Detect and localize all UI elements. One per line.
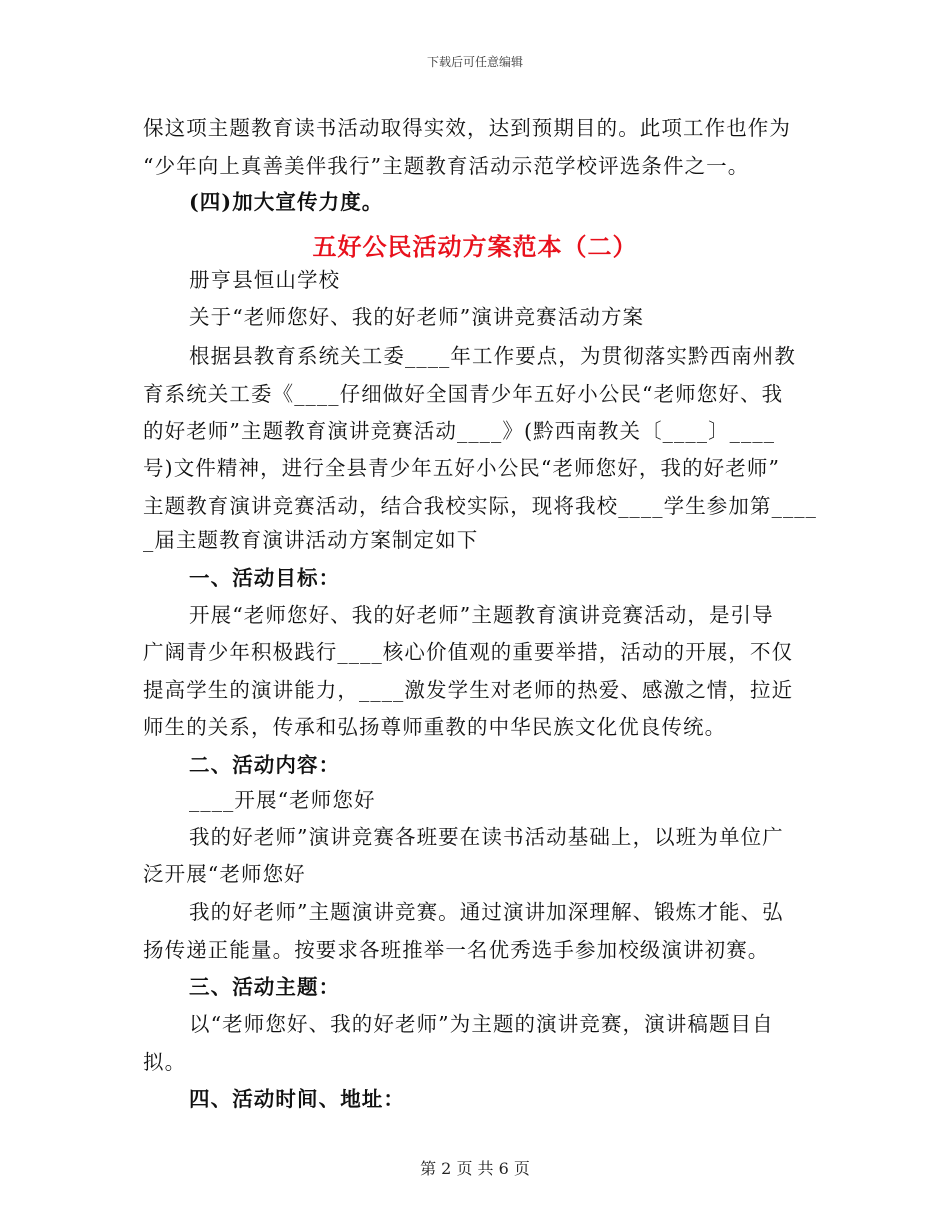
body-line: ____开展“老师您好 bbox=[189, 788, 376, 812]
section-heading: 三、活动主题： bbox=[189, 975, 341, 999]
body-line: 育系统关工委《____仔细做好全国青少年五好小公民“老师您好、我 bbox=[143, 382, 784, 406]
section-heading: 四、活动时间、地址： bbox=[189, 1087, 405, 1111]
body-line: 师生的关系，传承和弘扬尊师重教的中华民族文化优良传统。 bbox=[143, 715, 727, 739]
school-name: 册亨县恒山学校 bbox=[189, 268, 341, 292]
body-line: 根据县教育系统关工委____年工作要点，为贯彻落实黔西南州教 bbox=[189, 344, 796, 368]
body-line: 我的好老师”主题演讲竞赛。通过演讲加深理解、锻炼才能、弘 bbox=[189, 900, 784, 924]
page-footer: 第 2 页 共 6 页 bbox=[420, 1159, 530, 1178]
body-line: “少年向上真善美伴我行”主题教育活动示范学校评选条件之一。 bbox=[143, 154, 750, 178]
body-line: 提高学生的演讲能力，____激发学生对老师的热爱、感激之情，拉近 bbox=[143, 678, 794, 702]
body-line: _届主题教育演讲活动方案制定如下 bbox=[143, 528, 479, 552]
body-line: 号)文件精神，进行全县青少年五好小公民“老师您好，我的好老师” bbox=[143, 456, 781, 480]
body-line: 广阔青少年积极践行____核心价值观的重要举措，活动的开展，不仅 bbox=[143, 640, 794, 664]
section-heading: 二、活动内容： bbox=[189, 753, 341, 777]
document-title: 五好公民活动方案范本（二） bbox=[312, 232, 638, 261]
body-line: 拟。 bbox=[143, 1050, 187, 1074]
body-line: 扬传递正能量。按要求各班推举一名优秀选手参加校级演讲初赛。 bbox=[143, 938, 770, 962]
section-heading: 一、活动目标： bbox=[189, 566, 341, 590]
plan-subtitle: 关于“老师您好、我的好老师”演讲竞赛活动方案 bbox=[189, 305, 645, 329]
body-line: 保这项主题教育读书活动取得实效，达到预期目的。此项工作也作为 bbox=[143, 116, 791, 140]
section-heading: (四)加大宣传力度。 bbox=[189, 190, 384, 214]
body-line: 我的好老师”演讲竞赛各班要在读书活动基础上，以班为单位广 bbox=[189, 825, 784, 849]
body-line: 开展“老师您好、我的好老师”主题教育演讲竞赛活动，是引导 bbox=[189, 603, 774, 627]
body-line: 主题教育演讲竞赛活动，结合我校实际，现将我校____学生参加第____ bbox=[143, 494, 817, 518]
body-line: 以“老师您好、我的好老师”为主题的演讲竞赛，演讲稿题目自 bbox=[189, 1012, 774, 1036]
body-line: 泛开展“老师您好 bbox=[143, 862, 306, 886]
page-header: 下载后可任意编辑 bbox=[426, 55, 523, 69]
body-line: 的好老师”主题教育演讲竞赛活动____》(黔西南教关〔____〕____ bbox=[143, 419, 776, 443]
